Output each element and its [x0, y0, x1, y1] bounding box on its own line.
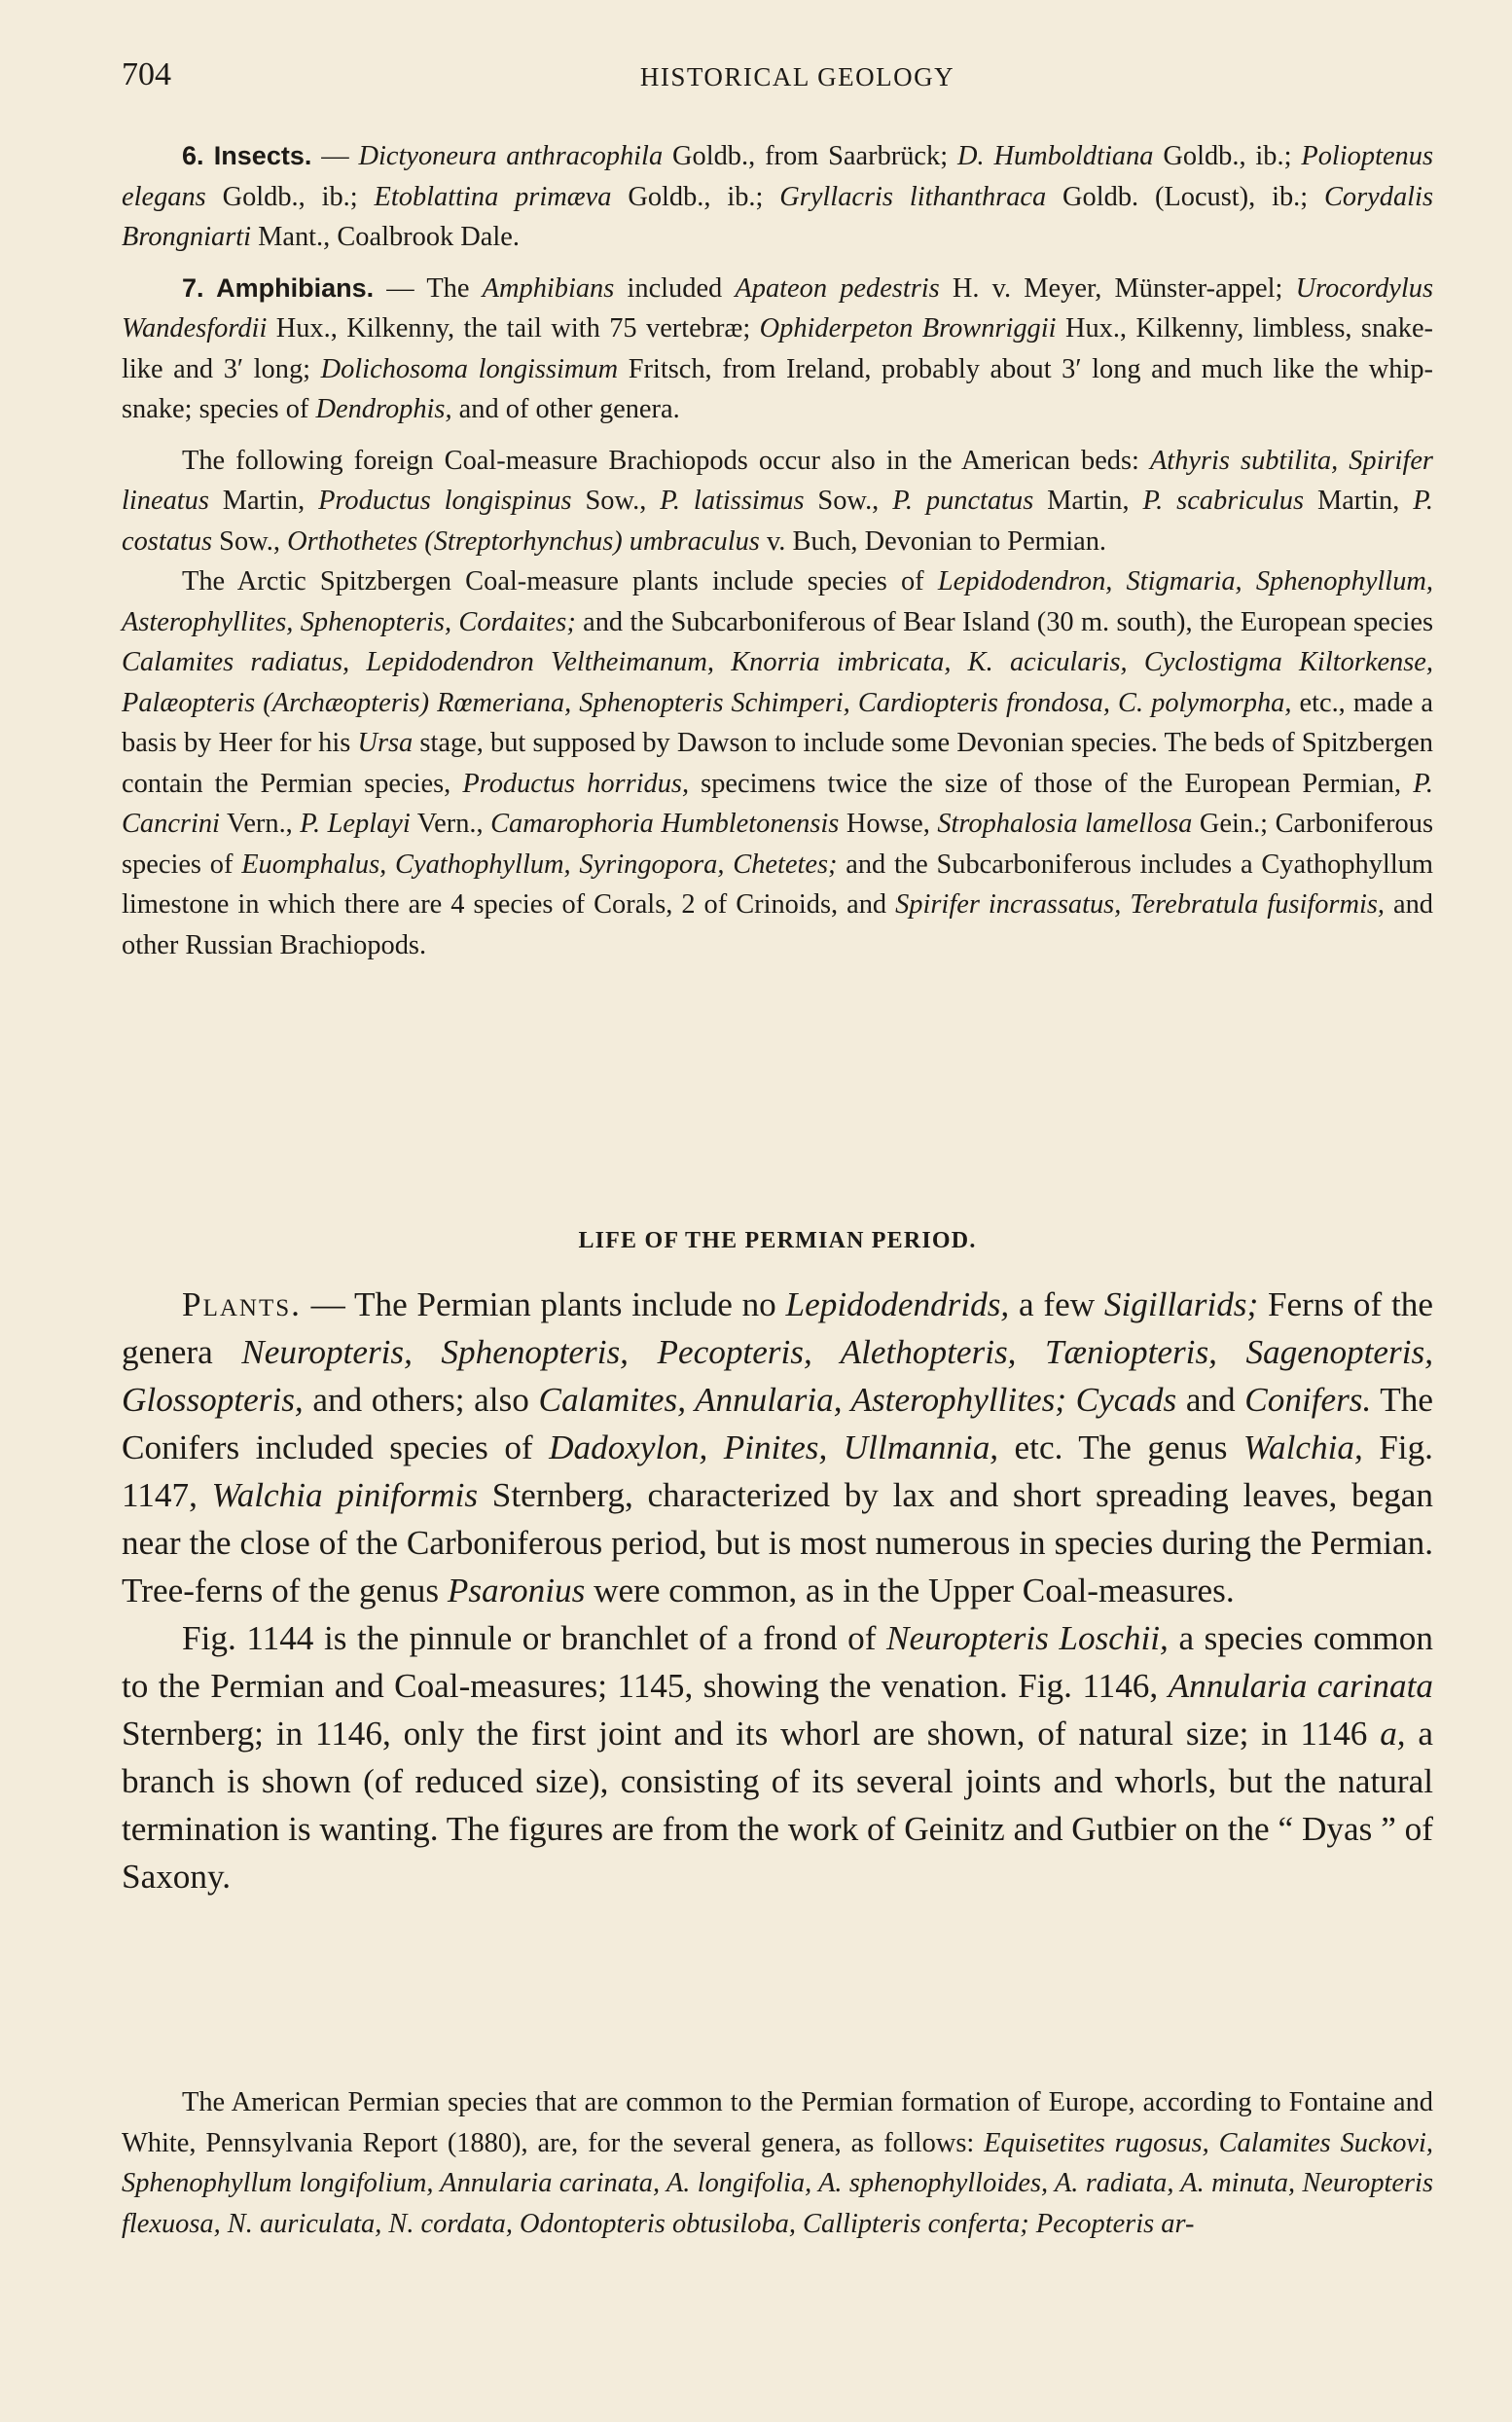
text-run: and of other genera. [451, 394, 680, 424]
text-run: Martin, [1033, 486, 1143, 516]
text-run: The Conifers included species of [122, 1381, 1433, 1466]
text-run: Gein.; Carboniferous species of [122, 809, 1433, 880]
italic-run: Conifers. [1244, 1381, 1372, 1419]
american-paragraph [122, 2082, 1433, 2244]
text-run: The following foreign Coal-measure Brachiopods occur also in the American beds: [182, 445, 1150, 476]
italic-run: Productus longispinus [318, 486, 572, 516]
text-run: and others; also [303, 1381, 539, 1419]
plants-body [122, 1285, 1433, 1609]
running-title: HISTORICAL GEOLOGY [639, 62, 955, 91]
italic-run: Calamites radiatus, Lepidodendron Veltheimanum, Knorria imbricata, K. acicularis, Cyclostigma Kiltorkense, Palæopteris (Archæopteris) Rœmeriana, Sphenopteris Schimperi, Cardiopteris frondosa, C. polymorpha, [122, 647, 1433, 718]
text-run: The American Permian species that are common to the Permian formation of Europe, according to Fontaine and White, Pennsylvania Report (1880), are, for the several genera, as follows: [122, 2087, 1433, 2158]
italic-run: Etoblattina primæva [374, 181, 612, 212]
text-run: and [1176, 1381, 1245, 1419]
italic-run: Polioptenus elegans [122, 141, 1433, 212]
italic-run: Strophalosia lamellosa [937, 809, 1193, 839]
italic-run: a, [1380, 1715, 1406, 1753]
italic-run: Spirifer incrassatus, Terebratula fusiformis, [895, 889, 1385, 920]
text-run: Sternberg; in 1146, only the first joint and its whorl are shown, of natural size; in 1146 [122, 1715, 1381, 1753]
text-run: — The Permian plants include no [301, 1285, 786, 1323]
italic-run: P. Cancrini [122, 768, 1433, 839]
text-run: Goldb., from Saarbrück; [663, 141, 957, 171]
italic-run: Sigillarids; [1103, 1285, 1259, 1323]
text-run: a branch is shown (of reduced size), consisting of its several joints and whorls, but the natural termination is wanting. The figures are from the work of Geinitz and Gutbier on the “ Dyas ” of Saxony. [122, 1715, 1433, 1896]
text-run: stage, but supposed by Dawson to include some Devonian species. The beds of Spitzbergen contain the Permian species, [122, 728, 1433, 799]
text-run: Sow., [804, 486, 893, 516]
italic-run: Urocordylus Wandesfordii [122, 272, 1434, 343]
italic-run: Calamites, Annularia, Asterophyllites; Cycads [538, 1381, 1177, 1419]
text-run: specimens twice the size of those of the European Permian, [689, 768, 1414, 799]
brachiopods-paragraph [122, 441, 1433, 562]
italic-run: P. latissimus [660, 486, 805, 516]
page-number: 704 [122, 56, 171, 92]
italic-run: Amphibians [482, 272, 615, 304]
italic-run: Ursa [357, 728, 414, 758]
italic-run: Neuropteris Loschii, [886, 1619, 1169, 1657]
italic-run: Apateon pedestris [735, 272, 940, 304]
text-run: Fig. 1144 is the pinnule or branchlet of a frond of [182, 1619, 887, 1657]
text-run: included [614, 272, 736, 304]
text-run: and the Subcarboniferous includes a Cyathophyllum limestone in which there are 4 species of Corals, 2 of Crinoids, and [122, 849, 1433, 920]
italic-run: Dendrophis, [315, 394, 452, 424]
italic-run: Lepidodendrids, [785, 1285, 1010, 1323]
plants-paragraph [122, 1281, 1433, 1614]
text-run: Vern., [410, 809, 491, 839]
italic-run: Dictyoneura anthracophila [358, 141, 664, 171]
italic-run: Camarophoria Humbletonensis [490, 809, 840, 839]
italic-run: P. Leplayi [300, 809, 411, 839]
italic-run: D. Humboldtiana [956, 141, 1154, 171]
text-run: were common, as in the Upper Coal-measures. [585, 1572, 1235, 1609]
italic-run: Corydalis Brongniarti [122, 181, 1433, 252]
italic-run: Equisetites rugosus, Calamites Suckovi, Sphenophyllum longifolium, Annularia carinata, A. longifolia, A. sphenophylloides, A. radiata, A. minuta, Neuropteris flexuosa, N. auriculata, N. cordata, Odontopteris obtusiloba, Callipteris conferta; Pecopteris ar- [122, 2127, 1433, 2239]
text-run: Goldb. (Locust), ib.; [1046, 181, 1324, 212]
italic-run: Neuropteris, Sphenopteris, Pecopteris, Alethopteris, Tæniopteris, Sagenopteris, Glossopteris, [122, 1333, 1433, 1419]
insects-body [122, 141, 1433, 252]
text-run: Goldb., ib.; [1153, 141, 1302, 171]
amphibians-paragraph [122, 269, 1433, 430]
text-run: etc., made a basis by Heer for his [122, 687, 1433, 758]
text-run: The Arctic Spitzbergen Coal-measure plants include species of [182, 566, 938, 596]
text-run: Fig. 1147, [122, 1428, 1433, 1514]
section-heading: LIFE OF THE PERMIAN PERIOD. [578, 1228, 977, 1253]
text-run: Howse, [839, 809, 938, 839]
italic-run: P. costatus [122, 486, 1434, 557]
text-run: — The [374, 272, 483, 304]
text-run: Martin, [1304, 486, 1414, 516]
text-run: Ferns of the genera [122, 1285, 1433, 1371]
page-header [122, 56, 1434, 95]
italic-run: Dadoxylon, Pinites, Ullmannia, [549, 1428, 999, 1466]
text-run: and other Russian Brachiopods. [122, 889, 1433, 960]
text-run: H. v. Meyer, Münster-appel; [939, 272, 1296, 304]
text-run: Mant., Coalbrook Dale. [251, 222, 520, 252]
italic-run: Walchia, [1242, 1428, 1363, 1466]
figures-paragraph [122, 1614, 1433, 1900]
small-print-section [122, 136, 1433, 976]
italic-run: P. scabriculus [1142, 486, 1305, 516]
italic-run: Dolichosoma longissimum [320, 353, 619, 384]
italic-run: Orthothetes (Streptorhynchus) umbraculus [287, 525, 760, 557]
italic-run: Gryllacris lithanthraca [779, 181, 1047, 212]
insects-paragraph [122, 136, 1433, 258]
text-run: v. Buch, Devonian to Permian. [759, 525, 1106, 557]
large-print-section [122, 1281, 1433, 1900]
italic-run: Walchia piniformis [211, 1476, 479, 1514]
text-run: Sow., [212, 525, 288, 557]
text-run: Vern., [219, 809, 301, 839]
text-run: Fritsch, from Ireland, probably about 3′ long and much like the whip-snake; species of [122, 353, 1433, 424]
text-run: etc. The genus [998, 1428, 1243, 1466]
text-run: Goldb., ib.; [611, 181, 780, 212]
text-run: and the Subcarboniferous of Bear Island (30 m. south), the European species [575, 606, 1434, 637]
italic-run: Annularia carinata [1168, 1667, 1433, 1705]
american-species-section [122, 2082, 1433, 2255]
arctic-paragraph [122, 561, 1433, 965]
italic-run: P. punctatus [892, 486, 1034, 516]
italic-run: Ophiderpeton Brownriggii [759, 313, 1057, 343]
text-run: Hux., Kilkenny, limbless, snake-like and 3′ long; [122, 313, 1434, 384]
italic-run: Psaronius [447, 1572, 586, 1609]
italic-run: Productus horridus, [462, 768, 690, 799]
italic-run: Lepidodendron, Stigmaria, Sphenophyllum, Asterophyllites, Sphenopteris, Cordaites; [122, 566, 1433, 637]
text-run: a few [1009, 1285, 1104, 1323]
amphibians-heading: 7. Amphibians. [182, 272, 375, 303]
text-run: — [311, 141, 359, 171]
text-run: Hux., Kilkenny, the tail with 75 vertebræ; [267, 313, 760, 343]
text-run: Sternberg, characterized by lax and short spreading leaves, began near the close of the Carboniferous period, but is most numerous in species during the Permian. Tree-ferns of the genus [122, 1476, 1433, 1609]
text-run: Sow., [571, 486, 661, 516]
insects-heading: 6. Insects. [182, 141, 312, 170]
italic-run: Athyris subtilita, Spirifer lineatus [122, 445, 1433, 516]
text-run: Goldb., ib.; [205, 181, 375, 212]
italic-run: Euomphalus, Cyathophyllum, Syringopora, Chetetes; [241, 849, 838, 880]
text-run: a species common to the Permian and Coal-measures; 1145, showing the venation. Fig. 1146, [122, 1619, 1433, 1705]
plants-heading: Plants. [182, 1285, 302, 1323]
text-run: Martin, [208, 486, 319, 516]
